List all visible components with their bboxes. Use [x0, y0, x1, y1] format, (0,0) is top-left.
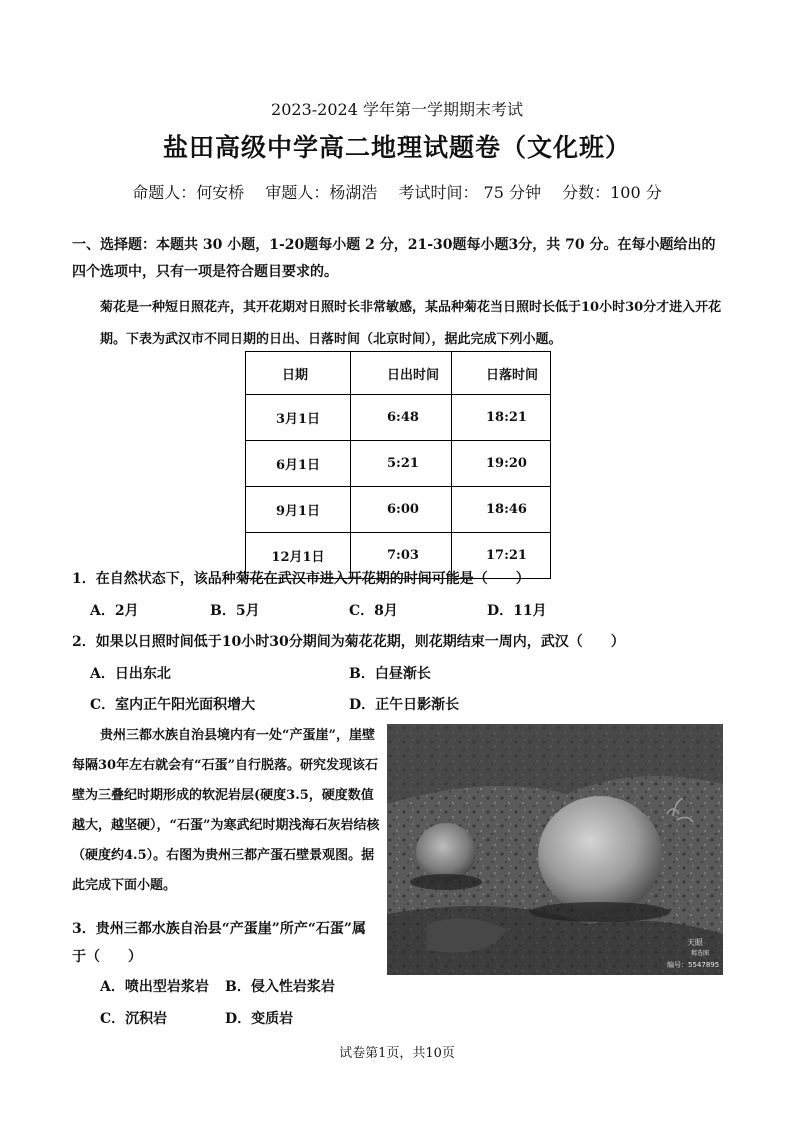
table-header-cell: 日出时间	[351, 352, 452, 395]
table-cell: 17:21	[452, 533, 551, 579]
q2-option-d[interactable]: D．正午日影渐长	[349, 697, 460, 713]
material-egg-cliff	[72, 721, 382, 901]
table-cell: 19:20	[452, 441, 551, 487]
q2-option-a[interactable]: A．日出东北	[90, 666, 171, 682]
table-cell: 18:46	[452, 487, 551, 533]
q3-option-c[interactable]: C．沉积岩	[100, 1011, 168, 1027]
q1-option-d[interactable]: D．11月	[487, 603, 547, 619]
q3-option-d[interactable]: D．变质岩	[225, 1011, 294, 1027]
table-cell: 6:00	[351, 487, 452, 533]
watermark-brand: 天眼	[687, 938, 703, 947]
table-cell: 6:48	[351, 395, 452, 441]
q3-option-b[interactable]: B．侵入性岩浆岩	[225, 979, 335, 995]
question-2-stem: 2．如果以日照时间低于10小时30分期间为菊花花期，则花期结束一周内，武汉（ ）	[72, 634, 625, 650]
q2-option-b[interactable]: B．白昼渐长	[349, 666, 431, 682]
table-cell: 3月1日	[246, 395, 351, 441]
table-row	[246, 487, 551, 533]
material-text: 菊花是一种短日照花卉，其开花期对日照时长非常敏感，某品种菊花当日照时长低于10小时30分才进入开花期。下表为武汉市不同日期的日出、日落时间（北京时间），据此完成下列小题。	[100, 300, 722, 347]
table-cell: 12月1日	[246, 533, 351, 579]
q2-option-c[interactable]: C．室内正午阳光面积增大	[90, 697, 256, 713]
watermark-sub: 精选图	[691, 950, 710, 957]
paper-meta	[0, 180, 794, 203]
watermark-id: 编号：5547895	[667, 961, 720, 969]
sunrise-sunset-table	[245, 351, 551, 579]
paper-title: 盐田高级中学高二地理试题卷（文化班）	[162, 133, 631, 162]
table-row	[246, 395, 551, 441]
small-egg-socket	[410, 874, 482, 890]
exam-term-line: 2023-2024 学年第一学期期末考试	[271, 100, 523, 119]
setter: 命题人：何安桥	[132, 183, 245, 202]
table-cell: 7:03	[351, 533, 452, 579]
table-header-cell: 日落时间	[452, 352, 551, 395]
material2-text: 贵州三都水族自治县境内有一处“产蛋崖”，崖壁每隔30年左右就会有“石蛋”自行脱落。研究发现该石壁为三叠纪时期形成的软泥岩层(硬度3.5，硬度数值越大，越坚硬），“石蛋”为寒武纪时期浅海石灰岩结核（硬度约4.5）。右图为贵州三都产蛋石壁景观图。据此完成下面小题。	[72, 728, 380, 893]
page-footer: 试卷第1页，共10页	[339, 1046, 455, 1061]
reviewer: 审题人：杨湖浩	[265, 183, 378, 202]
total-score: 分数：100 分	[562, 183, 662, 202]
table-cell: 6月1日	[246, 441, 351, 487]
table-cell: 5:21	[351, 441, 452, 487]
q1-option-c[interactable]: C．8月	[349, 603, 398, 619]
q1-option-b[interactable]: B．5月	[210, 603, 260, 619]
question-1-stem: 1．在自然状态下，该品种菊花在武汉市进入开花期的时间可能是（ ）	[72, 571, 530, 587]
table-header-row	[246, 352, 551, 395]
table-cell: 9月1日	[246, 487, 351, 533]
egg-cliff-photo	[387, 724, 723, 975]
table-header-cell: 日期	[246, 352, 351, 395]
large-egg-socket	[530, 902, 670, 922]
large-stone-egg	[538, 796, 662, 914]
question-3-stem: 3．贵州三都水族自治县“产蛋崖”所产“石蛋”属于（ ）	[72, 921, 366, 965]
q3-option-a[interactable]: A．喷出型岩浆岩	[100, 979, 209, 995]
exam-time: 考试时间： 75 分钟	[398, 183, 542, 202]
q1-option-a[interactable]: A．2月	[90, 603, 139, 619]
section-instruction: 一、选择题：本题共 30 小题，1-20题每小题 2 分，21-30题每小题3分，共 70 分。在每小题给出的四个选项中，只有一项是符合题目要求的。	[72, 237, 716, 280]
table-row	[246, 441, 551, 487]
small-stone-egg	[416, 823, 476, 881]
table-cell: 18:21	[452, 395, 551, 441]
material-chrysanthemum	[72, 292, 724, 356]
